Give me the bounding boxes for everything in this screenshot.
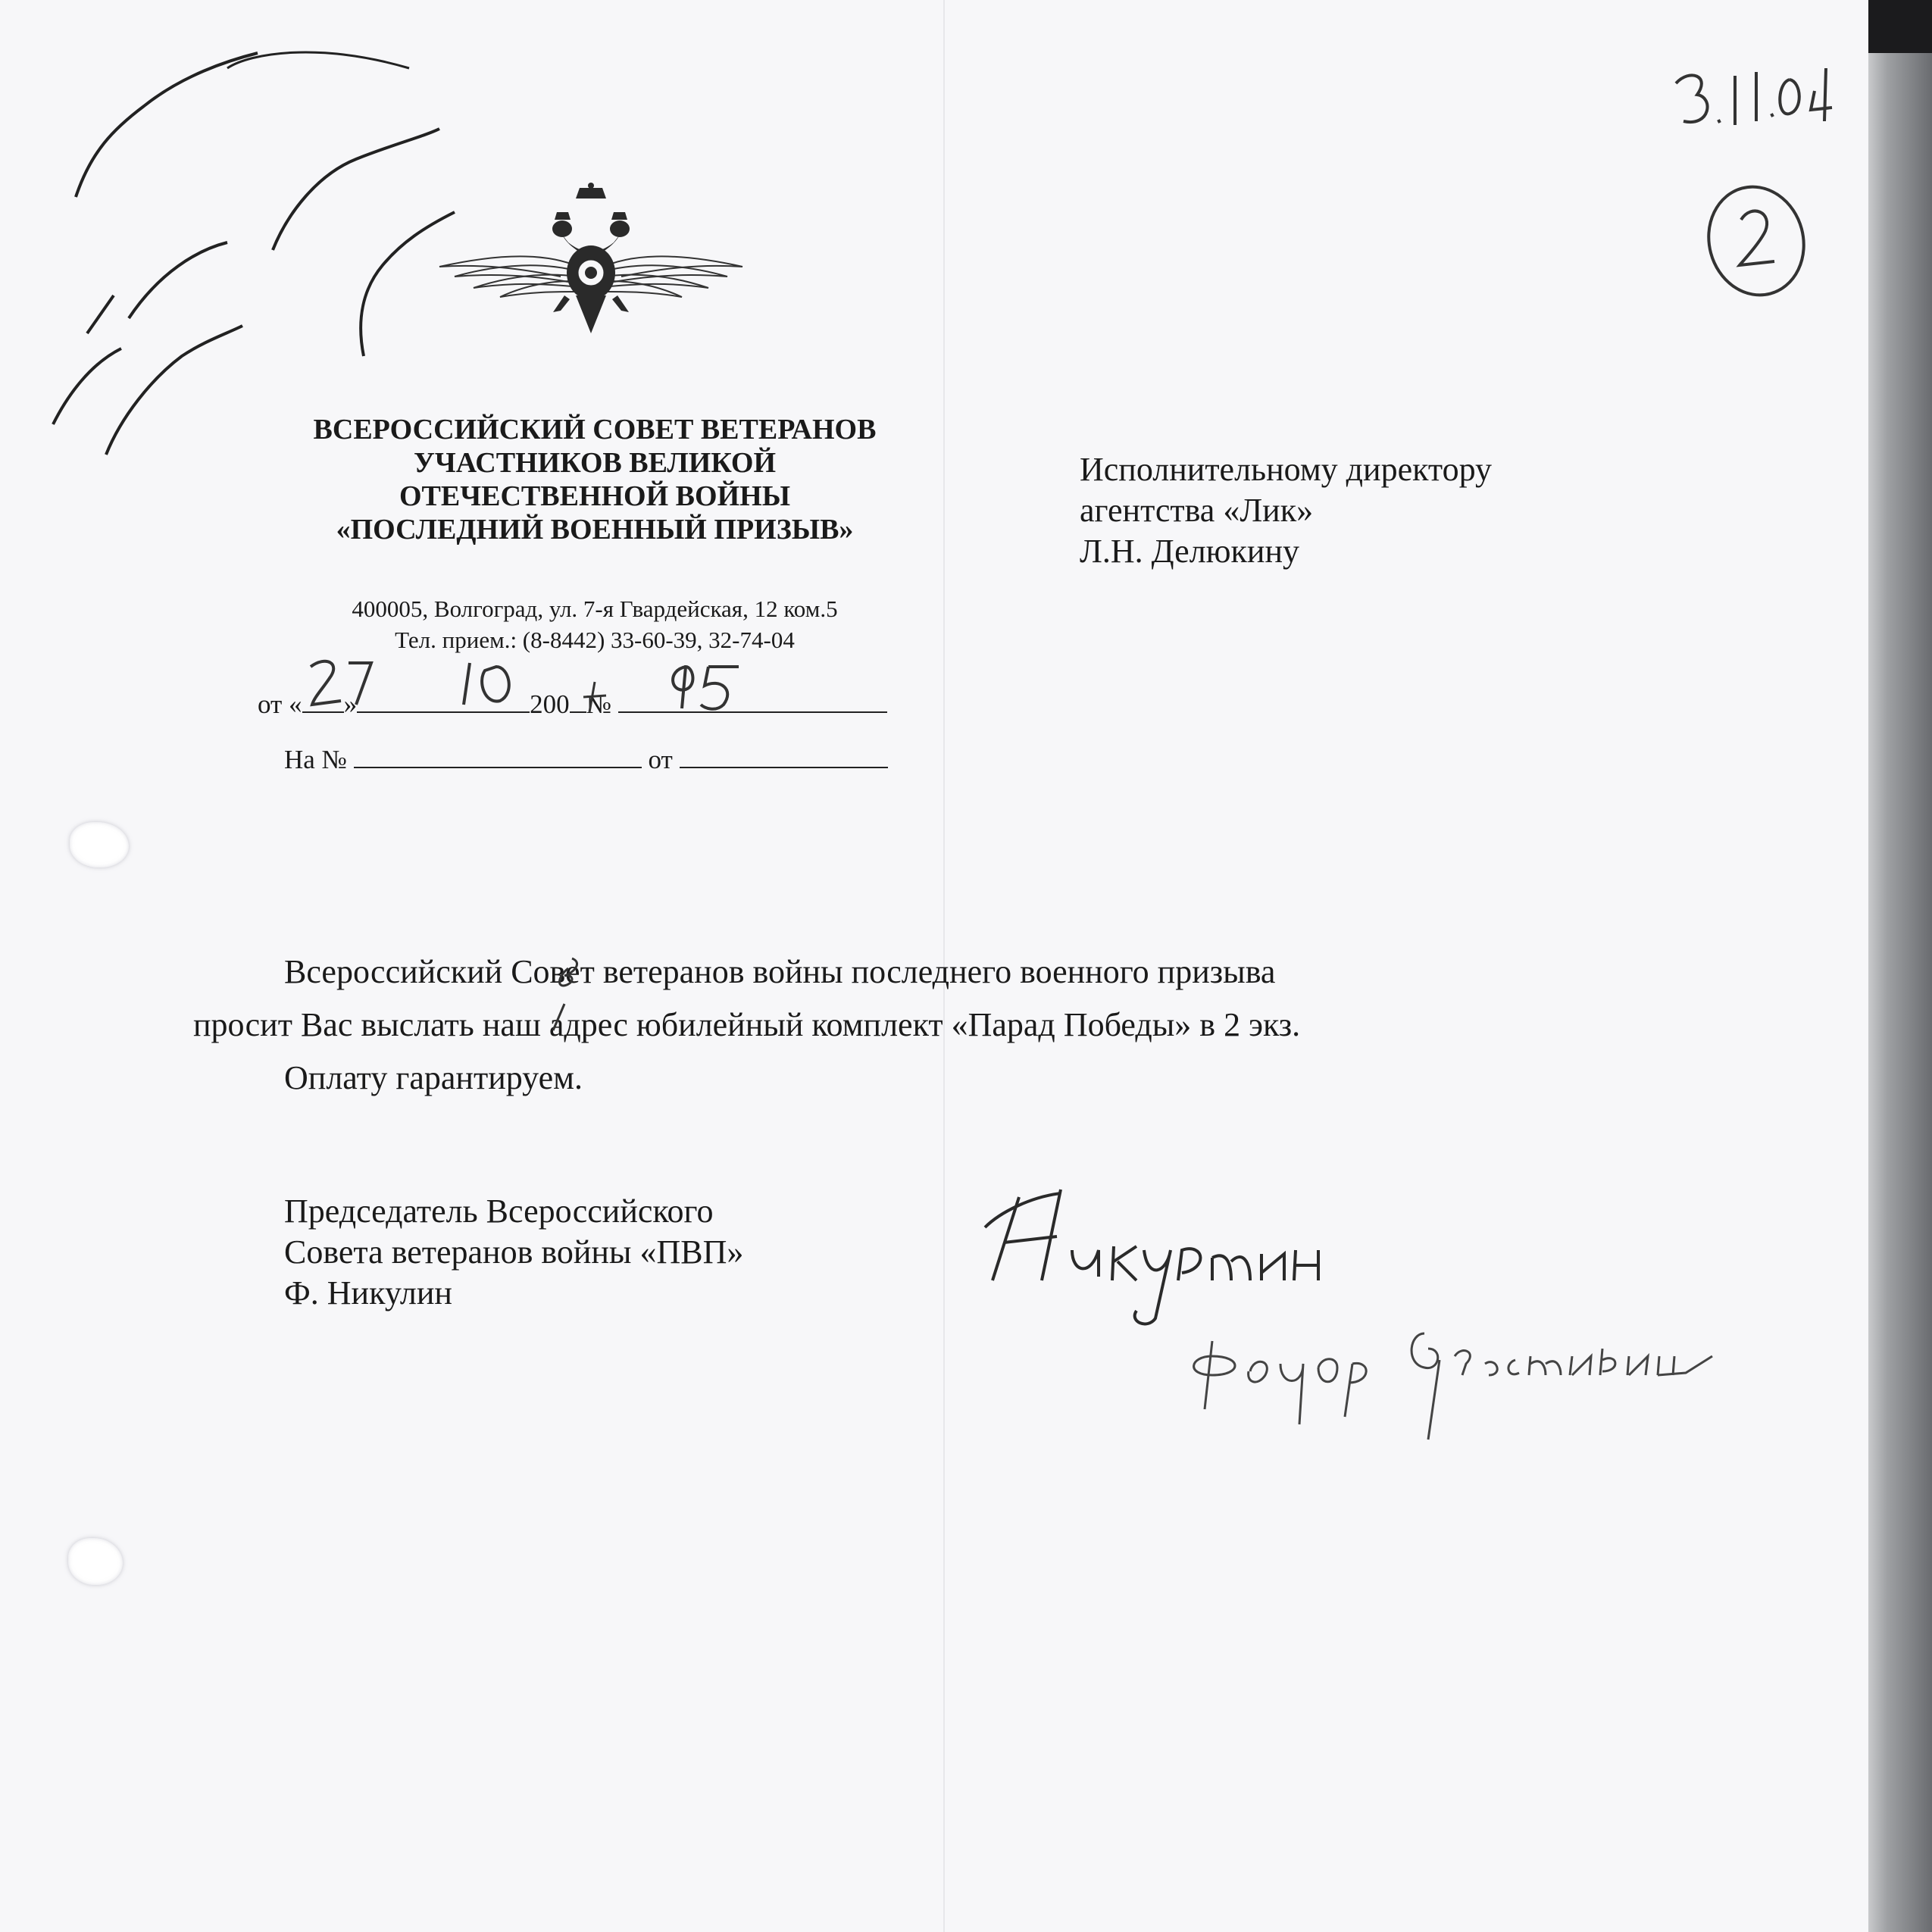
org-line: «ПОСЛЕДНИЙ ВОЕННЫЙ ПРИЗЫВ» [336,514,854,546]
number-blank [618,686,887,713]
recipient-line: Л.Н. Делюкину [1080,533,1299,570]
reply-date-blank [680,741,888,768]
outgoing-reference [258,686,887,720]
body-line: просит Вас выслать наш адрес юбилейный комплект «Парад Победы» в 2 экз. [193,1006,1301,1043]
recipient-line: Исполнительному директору [1080,451,1492,488]
reply-number-label: На № [284,745,347,774]
signature-block [284,1191,743,1314]
scanner-edge-shadow [1868,53,1932,1932]
org-line: УЧАСТНИКОВ ВЕЛИКОЙ [413,447,777,479]
day-blank [302,686,344,713]
body-line: Всероссийский Совет ветеранов войны последнего военного призыва [284,953,1276,990]
org-line: ВСЕРОССИЙСКИЙ СОВЕТ ВЕТЕРАНОВ [313,414,877,445]
recipient-block [1080,449,1492,572]
eagle-emblem-icon [432,182,750,341]
signer-title: Председатель Всероссийского [284,1193,714,1230]
punch-hole-top [70,822,129,868]
number-sign: № [586,689,611,719]
phone: Тел. прием.: (8-8442) 33-60-39, 32-74-04 [395,627,795,653]
year-prefix: 200 [530,689,570,719]
organization-contacts [235,593,955,655]
from-label: от « [258,689,302,719]
month-blank [357,686,530,713]
recipient-line: агентства «Лик» [1080,492,1314,529]
quote-close: » [343,689,358,719]
year-blank [570,686,586,713]
organization-name [235,413,955,546]
body-line: Оплату гарантируем. [284,1059,583,1096]
address: 400005, Волгоград, ул. 7-я Гвардейская, 12 ком.5 [352,596,838,622]
letter-body [193,946,1300,1105]
org-line: ОТЕЧЕСТВЕННОЙ ВОЙНЫ [399,480,791,512]
punch-hole-bottom [68,1538,123,1585]
scanner-edge [1868,0,1932,53]
reply-number-blank [354,741,642,768]
signer-title: Совета ветеранов войны «ПВП» [284,1233,744,1271]
incoming-reference [284,741,888,775]
signer-name: Ф. Никулин [284,1274,452,1311]
reply-from-label: от [648,745,673,774]
